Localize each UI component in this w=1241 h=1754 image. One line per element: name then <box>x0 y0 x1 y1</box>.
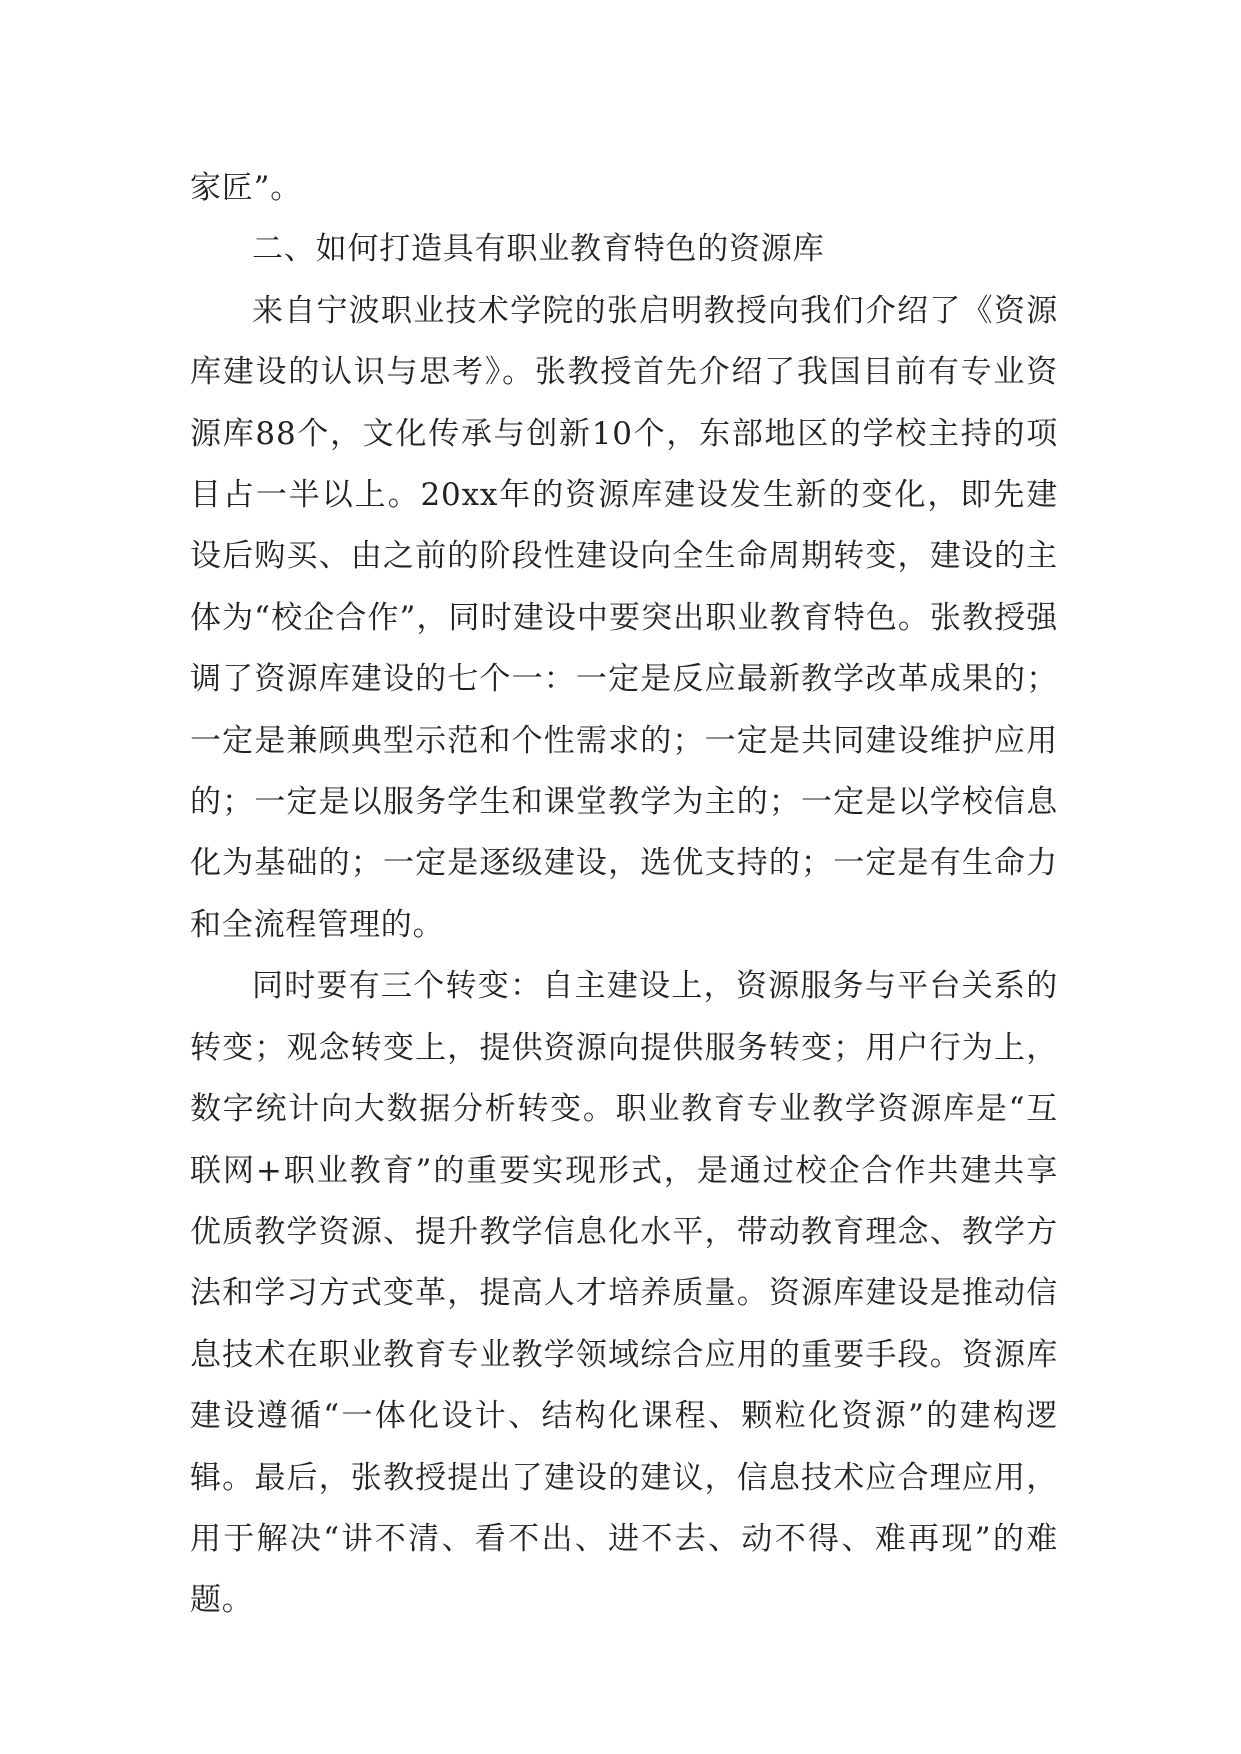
section-heading: 二、如何打造具有职业教育特色的资源库 <box>252 231 825 268</box>
paragraph-continuation: 家匠”。 <box>190 170 303 206</box>
paragraph-three-changes: 同时要有三个转变：自主建设上，资源服务与平台关系的转变；观念转变上，提供资源向提供服务转变；用户行为上，数字统计向大数据分析转变。职业教育专业教学资源库是“互联网+职业教育”的重要实现形式，是通过校企合作共建共享优质教学资源、提升教学信息化水平，带动教育理念、教学方法和学习方式变革，提高人才培养质量。资源库建设是推动信息技术在职业教育专业教学领域综合应用的重要手段。资源库建设遵循“一体化设计、结构化课程、颗粒化资源”的建构逻辑。最后，张教授提出了建设的建议，信息技术应合理应用，用于解决“讲不清、看不出、进不去、动不得、难再现”的难题。 <box>190 968 1058 1619</box>
document-body <box>190 158 1058 1632</box>
paragraph-zhang-intro: 来自宁波职业技术学院的张启明教授向我们介绍了《资源库建设的认识与思考》。张教授首先介绍了我国目前有专业资源库88个，文化传承与创新10个，东部地区的学校主持的项目占一半以上。20xx年的资源库建设发生新的变化，即先建设后购买、由之前的阶段性建设向全生命周期转变，建设的主体为“校企合作”，同时建设中要突出职业教育特色。张教授强调了资源库建设的七个一：一定是反应最新教学改革成果的；一定是兼顾典型示范和个性需求的；一定是共同建设维护应用的；一定是以服务学生和课堂教学为主的；一定是以学校信息化为基础的；一定是逐级建设，选优支持的；一定是有生命力和全流程管理的。 <box>190 292 1058 943</box>
